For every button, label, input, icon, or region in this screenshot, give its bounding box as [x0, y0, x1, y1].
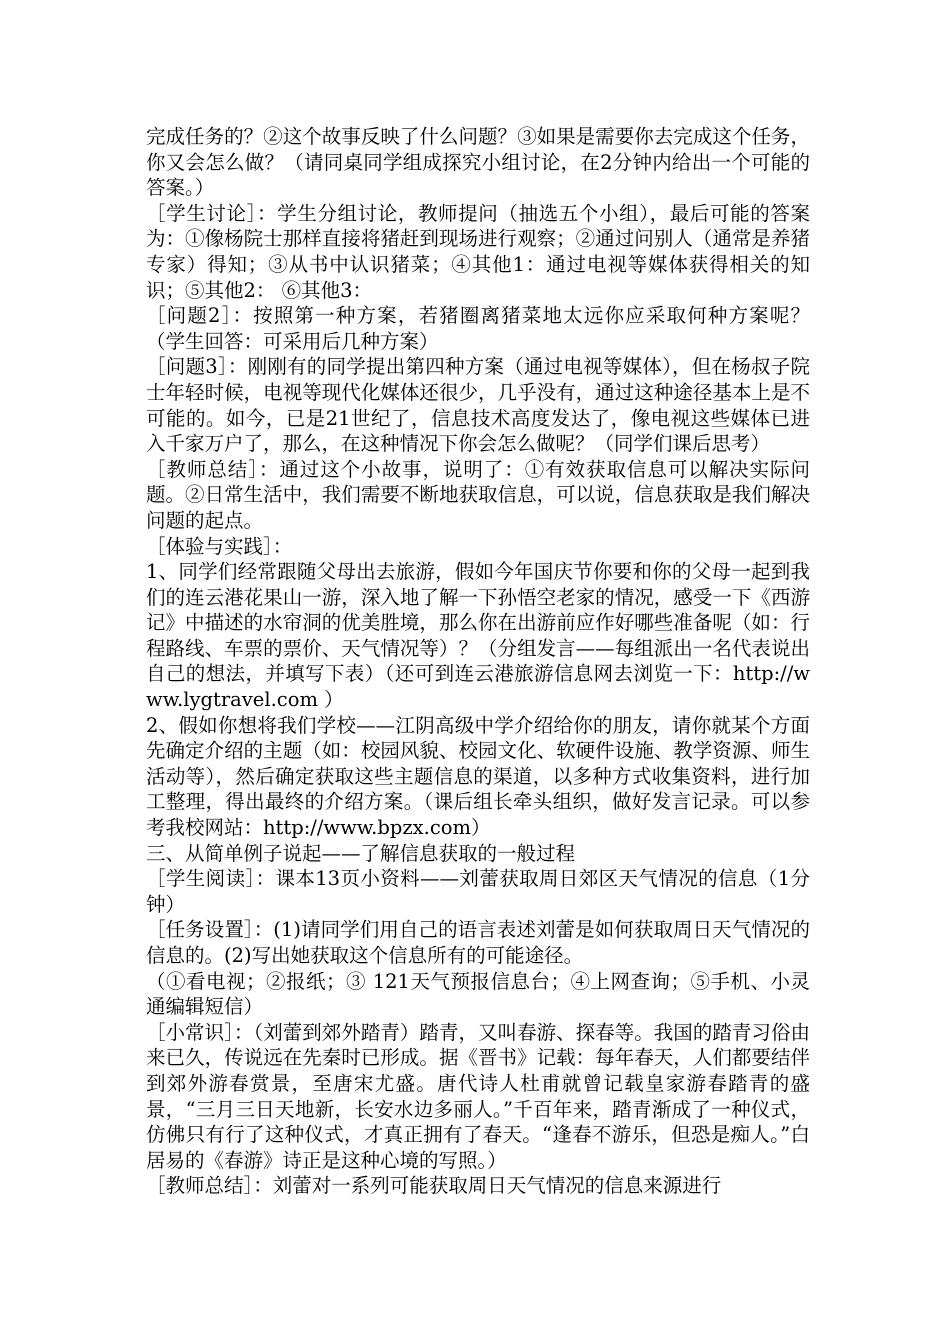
- paragraph-student-discussion: ［学生讨论］：学生分组讨论，教师提问（抽选五个小组），最后可能的答案为：①像杨院士那样直接将猪赶到现场进行观察；②通过问别人（通常是养猪专家）得知；③从书中认识猪菜；④其他1：通过电视等媒体获得相关的知识；⑤其他2： ⑥其他3：: [146, 201, 810, 302]
- paragraph-teacher-summary-1: ［教师总结］：通过这个小故事，说明了：①有效获取信息可以解决实际问题。②日常生活中，我们需要不断地获取信息，可以说，信息获取是我们解决问题的起点。: [146, 457, 810, 532]
- paragraph-teacher-summary-2: ［教师总结］：刘蕾对一系列可能获取周日天气情况的信息来源进行: [146, 1174, 722, 1198]
- paragraph-common-knowledge: ［小常识］：（刘蕾到郊外踏青）踏青，又叫春游、探春等。我国的踏青习俗由来已久，传说远在先秦时已形成。据《晋书》记载：每年春天，人们都要结伴到郊外游春赏景，至唐宋尤盛。唐代诗人杜甫就曾记载皇家游春踏青的盛景，“三月三日天地新，长安水边多丽人。”千百年来，踏青渐成了一种仪式，仿佛只有行了这种仪式，才真正拥有了春天。“逢春不游乐，但恐是痴人。”白居易的《春游》诗正是这种心境的写照。）: [146, 1020, 810, 1172]
- paragraph-task-setting: ［任务设置］：(1)请同学们用自己的语言表述刘蕾是如何获取周日天气情况的信息的。(2)写出她获取这个信息所有的可能途径。: [146, 918, 810, 967]
- paragraph-practice-2: 2、假如你想将我们学校——江阴高级中学介绍给你的朋友，请你就某个方面先确定介绍的主题（如：校园风貌、校园文化、软硬件设施、教学资源、师生活动等），然后确定获取这些主题信息的渠道，以多种方式收集资料，进行加工整理，得出最终的介绍方案。（课后组长牵头组织，做好发言记录。可以参考我校网站：http://www.bpzx.com）: [146, 713, 810, 840]
- section-heading-3: 三、从简单例子说起——了解信息获取的一般过程: [146, 841, 576, 865]
- paragraph-question-2: ［问题2］：按照第一种方案，若猪圈离猪菜地太远你应采取何种方案呢？（学生回答：可采用后几种方案）: [146, 304, 810, 353]
- paragraph-experience-heading: ［体验与实践］：: [146, 534, 293, 558]
- paragraph-question-3: ［问题3］：刚刚有的同学提出第四种方案（通过电视等媒体），但在杨叔子院士年轻时候，电视等现代化媒体还很少，几乎没有，通过这种途径基本上是不可能的。如今，已是21世纪了，信息技术高度发达了，像电视这些媒体已进入千家万户了，那么，在这种情况下你会怎么做呢？（同学们课后思考）: [146, 355, 810, 456]
- paragraph-practice-1: 1、同学们经常跟随父母出去旅游，假如今年国庆节你要和你的父母一起到我们的连云港花果山一游，深入地了解一下孙悟空老家的情况，感受一下《西游记》中描述的水帘洞的优美胜境，那么你在出游前应作好哪些准备呢（如：行程路线、车票的票价、天气情况等）？（分组发言——每组派出一名代表说出自己的想法，并填写下表）（还可到连云港旅游信息网去浏览一下：http://www.lygtravel.com ）: [146, 560, 810, 712]
- paragraph-channels-list: （①看电视；②报纸；③ 121天气预报信息台；④上网查询；⑤手机、小灵通编辑短信）: [146, 969, 810, 1019]
- document-body: [146, 124, 810, 1199]
- paragraph-student-reading: ［学生阅读］：课本13页小资料——刘蕾获取周日郊区天气情况的信息（1分钟）: [146, 867, 810, 916]
- paragraph-task-questions: 完成任务的？②这个故事反映了什么问题？③如果是需要你去完成这个任务，你又会怎么做？（请同桌同学组成探究小组讨论，在2分钟内给出一个可能的答案。）: [146, 125, 810, 200]
